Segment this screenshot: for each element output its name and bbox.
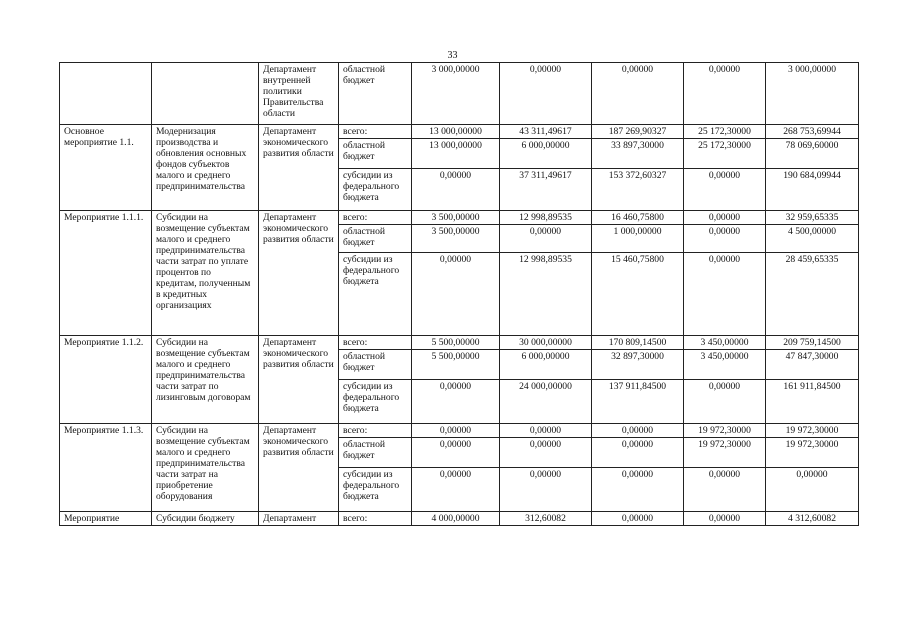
funding-source-cell: областной бюджет — [339, 225, 412, 253]
value-cell: 0,00000 — [684, 225, 766, 253]
value-cell: 3 500,00000 — [412, 225, 500, 253]
table-row — [60, 211, 859, 225]
value-cell: 19 972,30000 — [766, 424, 859, 438]
table-row — [60, 125, 859, 139]
value-cell: 161 911,84500 — [766, 380, 859, 424]
value-cell: 1 000,00000 — [592, 225, 684, 253]
event-name-cell: Мероприятие — [60, 512, 152, 526]
department-cell: Департамент внутренней политики Правительства области — [259, 63, 339, 125]
funding-source-cell: областной бюджет — [339, 139, 412, 169]
value-cell: 32 897,30000 — [592, 350, 684, 380]
event-name-cell: Мероприятие 1.1.3. — [60, 424, 152, 512]
event-name-cell: Основное мероприятие 1.1. — [60, 125, 152, 211]
value-cell: 0,00000 — [684, 253, 766, 336]
funding-source-cell: субсидии из федерального бюджета — [339, 253, 412, 336]
value-cell: 0,00000 — [684, 211, 766, 225]
event-name-cell — [60, 63, 152, 125]
funding-source-cell: субсидии из федерального бюджета — [339, 380, 412, 424]
funding-source-cell: всего: — [339, 211, 412, 225]
value-cell: 32 959,65335 — [766, 211, 859, 225]
value-cell: 4 500,00000 — [766, 225, 859, 253]
value-cell: 25 172,30000 — [684, 139, 766, 169]
value-cell: 47 847,30000 — [766, 350, 859, 380]
table-row — [60, 512, 859, 526]
table-row — [60, 63, 859, 125]
value-cell: 3 450,00000 — [684, 336, 766, 350]
value-cell: 0,00000 — [412, 380, 500, 424]
value-cell: 0,00000 — [592, 468, 684, 512]
value-cell: 25 172,30000 — [684, 125, 766, 139]
budget-table — [59, 62, 859, 526]
department-cell: Департамент — [259, 512, 339, 526]
value-cell: 0,00000 — [500, 225, 592, 253]
value-cell: 12 998,89535 — [500, 211, 592, 225]
funding-source-cell: всего: — [339, 512, 412, 526]
event-name-cell: Мероприятие 1.1.2. — [60, 336, 152, 424]
funding-source-cell: субсидии из федерального бюджета — [339, 468, 412, 512]
funding-source-cell: субсидии из федерального бюджета — [339, 169, 412, 211]
value-cell: 0,00000 — [684, 468, 766, 512]
value-cell: 268 753,69944 — [766, 125, 859, 139]
value-cell: 0,00000 — [500, 424, 592, 438]
value-cell: 0,00000 — [684, 63, 766, 125]
value-cell: 0,00000 — [412, 424, 500, 438]
value-cell: 0,00000 — [412, 438, 500, 468]
value-cell: 30 000,00000 — [500, 336, 592, 350]
funding-source-cell: областной бюджет — [339, 63, 412, 125]
event-name-cell: Мероприятие 1.1.1. — [60, 211, 152, 336]
value-cell: 312,60082 — [500, 512, 592, 526]
funding-source-cell: всего: — [339, 125, 412, 139]
value-cell: 4 000,00000 — [412, 512, 500, 526]
value-cell: 13 000,00000 — [412, 139, 500, 169]
value-cell: 6 000,00000 — [500, 350, 592, 380]
value-cell: 5 500,00000 — [412, 350, 500, 380]
value-cell: 3 000,00000 — [412, 63, 500, 125]
value-cell: 19 972,30000 — [766, 438, 859, 468]
value-cell: 170 809,14500 — [592, 336, 684, 350]
funding-source-cell: областной бюджет — [339, 438, 412, 468]
value-cell: 6 000,00000 — [500, 139, 592, 169]
value-cell: 0,00000 — [684, 380, 766, 424]
value-cell: 0,00000 — [500, 438, 592, 468]
value-cell: 0,00000 — [500, 63, 592, 125]
description-cell: Субсидии бюджету — [152, 512, 259, 526]
value-cell: 78 069,60000 — [766, 139, 859, 169]
description-cell: Субсидии на возмещение субъектам малого и среднего предпринимательства части затрат по уплате процентов по кредитам, полученным в кредитных организациях — [152, 211, 259, 336]
value-cell: 187 269,90327 — [592, 125, 684, 139]
value-cell: 3 450,00000 — [684, 350, 766, 380]
value-cell: 43 311,49617 — [500, 125, 592, 139]
page-number: 33 — [447, 50, 458, 61]
value-cell: 19 972,30000 — [684, 424, 766, 438]
value-cell: 153 372,60327 — [592, 169, 684, 211]
value-cell: 24 000,00000 — [500, 380, 592, 424]
value-cell: 0,00000 — [500, 468, 592, 512]
value-cell: 0,00000 — [684, 169, 766, 211]
value-cell: 4 312,60082 — [766, 512, 859, 526]
value-cell: 5 500,00000 — [412, 336, 500, 350]
funding-source-cell: областной бюджет — [339, 350, 412, 380]
value-cell: 3 000,00000 — [766, 63, 859, 125]
description-cell — [152, 63, 259, 125]
value-cell: 19 972,30000 — [684, 438, 766, 468]
value-cell: 0,00000 — [592, 424, 684, 438]
value-cell: 0,00000 — [412, 253, 500, 336]
department-cell: Департамент экономического развития области — [259, 424, 339, 512]
value-cell: 137 911,84500 — [592, 380, 684, 424]
funding-source-cell: всего: — [339, 336, 412, 350]
description-cell: Субсидии на возмещение субъектам малого и среднего предпринимательства части затрат на приобретение оборудования — [152, 424, 259, 512]
value-cell: 15 460,75800 — [592, 253, 684, 336]
value-cell: 3 500,00000 — [412, 211, 500, 225]
value-cell: 209 759,14500 — [766, 336, 859, 350]
value-cell: 28 459,65335 — [766, 253, 859, 336]
value-cell: 12 998,89535 — [500, 253, 592, 336]
department-cell: Департамент экономического развития области — [259, 336, 339, 424]
value-cell: 0,00000 — [592, 63, 684, 125]
description-cell: Субсидии на возмещение субъектам малого и среднего предпринимательства части затрат по лизинговым договорам — [152, 336, 259, 424]
value-cell: 0,00000 — [412, 468, 500, 512]
value-cell: 16 460,75800 — [592, 211, 684, 225]
table-row — [60, 424, 859, 438]
funding-source-cell: всего: — [339, 424, 412, 438]
value-cell: 0,00000 — [412, 169, 500, 211]
value-cell: 37 311,49617 — [500, 169, 592, 211]
value-cell: 0,00000 — [766, 468, 859, 512]
description-cell: Модернизация производства и обновления основных фондов субъектов малого и среднего предпринимательства — [152, 125, 259, 211]
value-cell: 33 897,30000 — [592, 139, 684, 169]
value-cell: 0,00000 — [592, 438, 684, 468]
value-cell: 13 000,00000 — [412, 125, 500, 139]
table-row — [60, 336, 859, 350]
value-cell: 0,00000 — [684, 512, 766, 526]
value-cell: 190 684,09944 — [766, 169, 859, 211]
department-cell: Департамент экономического развития области — [259, 125, 339, 211]
value-cell: 0,00000 — [592, 512, 684, 526]
department-cell: Департамент экономического развития области — [259, 211, 339, 336]
